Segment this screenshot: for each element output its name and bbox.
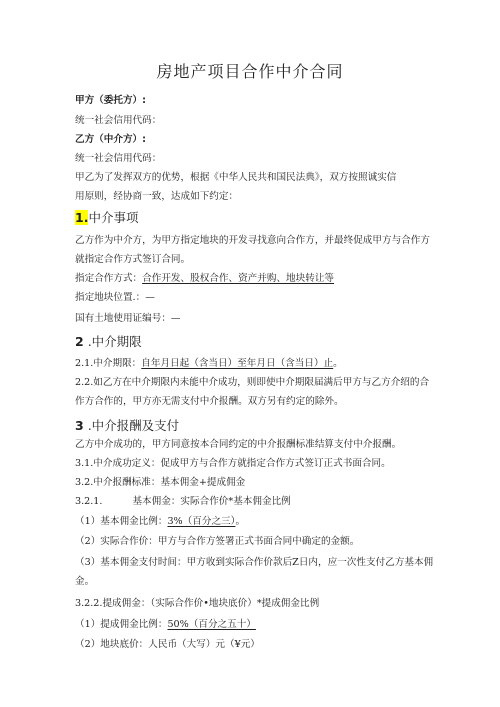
- section-3-heading: [75, 418, 179, 433]
- basic-commission-ratio-suffix: 。: [235, 516, 246, 527]
- bonus-commission-ratio-label: （1）提成佣金比例：: [75, 619, 168, 630]
- clause-3-2-2: 3.2.2.提成佣金：（实际合作价•地块底价）*提成佣金比例: [75, 598, 320, 609]
- clause-3-2-1-number: 3.2.1.: [75, 496, 103, 507]
- basic-commission-ratio: [75, 516, 245, 528]
- section-1-paragraph-line-2: 就指定合作方式签订合同。: [75, 254, 191, 265]
- section-2-number: 2: [75, 334, 84, 349]
- section-2-title: .中介期限: [87, 334, 142, 349]
- party-a-credit-code-label: 统一社会信用代码：: [75, 115, 162, 126]
- term-period-suffix: 。: [333, 358, 343, 369]
- section-3-intro: 乙方中介成功的，甲方同意按本合同约定的中介报酬标准结算支付中介报酬。: [75, 439, 402, 450]
- term-period-label: 2.1.中介期限：: [75, 358, 142, 369]
- section-3-title: .中介报酬及支付: [87, 418, 180, 433]
- basic-commission-ratio-label: （1）基本佣金比例：: [75, 516, 168, 527]
- land-location: 指定地块位置.：—: [75, 292, 155, 303]
- cooperation-method-value: 合作开发、股权合作、资产并购、地块转让等: [142, 273, 335, 284]
- document-title: 房地产项目合作中介合同: [156, 62, 344, 81]
- party-a-label: 甲方（委托方）:: [75, 95, 146, 106]
- term-period-value: 自年月日起（含当日）至年月日（含当日）止: [141, 358, 334, 369]
- basic-commission-pay-time-line-1: （3）基本佣金支付时间：甲方收到实际合作价款后Z日内，应一次性支付乙方基本佣: [75, 557, 434, 568]
- actual-price: （2）实际合作价：甲方与合作方签署正式书面合同中确定的金额。: [75, 536, 360, 547]
- section-1-title: 中介事项: [88, 210, 139, 225]
- clause-3-2: 3.2.中介报酬标准：基本佣金+提成佣金: [75, 477, 246, 488]
- basic-commission-pay-time-line-2: 金。: [75, 576, 95, 587]
- cooperation-method-label: 指定合作方式：: [75, 273, 143, 284]
- preamble-line-1: 甲乙为了发挥双方的优势，根据《中华人民共和国民法典》，双方按照诚实信: [75, 172, 397, 183]
- clause-3-2-1-text: 基本佣金：实际合作价*基本佣金比例: [132, 496, 291, 507]
- clause-2-2-line-2: 作方合作的，甲方亦无需支付中介报酬。双方另有约定的除外。: [75, 396, 344, 407]
- bonus-commission-ratio-value: 50%（百分之五十）: [167, 619, 256, 630]
- cooperation-method: [75, 273, 334, 285]
- land-certificate-number: 国有土地使用证编号：—: [75, 313, 181, 324]
- land-floor-price: （2）地块底价：人民币（大写）元（¥元）: [75, 639, 260, 650]
- party-b-credit-code-label: 统一社会信用代码：: [75, 153, 162, 164]
- clause-3-2-1: [75, 496, 291, 508]
- clause-2-2-line-1: 2.2.如乙方在中介期限内未能中介成功，则即使中介期限届满后甲方与乙方介绍的合: [75, 377, 430, 388]
- section-1-number: 1.: [75, 210, 89, 225]
- bonus-commission-ratio: [75, 619, 256, 631]
- preamble-line-2: 用原则，经协商一致，达成如下约定：: [75, 191, 239, 202]
- party-b-label: 乙方（中介方）:: [75, 134, 146, 145]
- section-3-number: 3: [75, 418, 84, 433]
- basic-commission-ratio-value: 3%（百分之三）: [167, 516, 236, 527]
- section-1-paragraph-line-1: 乙方作为中介方，为甲方指定地块的开发寻找意向合作方，并最终促成甲方与合作方: [75, 235, 430, 246]
- section-1-heading: [75, 210, 138, 225]
- term-period: [75, 358, 343, 370]
- clause-3-1: 3.1.中介成功定义：促成甲方与合作方就指定合作方式签订正式书面合同。: [75, 458, 391, 469]
- section-2-heading: [75, 334, 142, 349]
